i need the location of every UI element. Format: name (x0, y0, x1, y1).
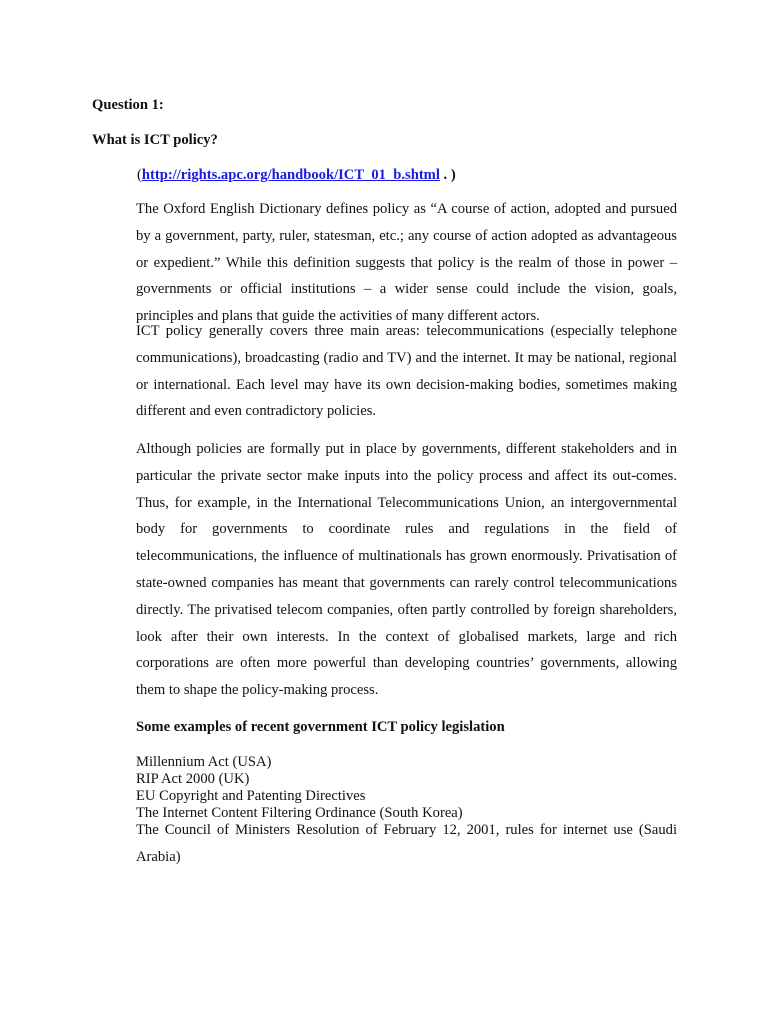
examples-heading: Some examples of recent government ICT policy legislation (136, 719, 505, 735)
list-item: The Council of Ministers Resolution of February 12, 2001, rules for internet use (Saudi Arabia) (136, 822, 677, 865)
list-item: RIP Act 2000 (UK) (136, 771, 250, 787)
paragraph-definition: The Oxford English Dictionary defines policy as “A course of action, adopted and pursued by a government, party, ruler, statesman, etc.; any course of action adopted as advantageous or expedient.” While this definition suggests that policy is the realm of those in power – governments or official institutions – a wider sense could include the vision, goals, principles and plans that guide the activities of many different actors. (136, 201, 677, 325)
list-item: The Internet Content Filtering Ordinance (South Korea) (136, 805, 463, 821)
reference-line (137, 166, 456, 184)
question-title: What is ICT policy? (92, 132, 218, 148)
reference-close: . ) (439, 167, 456, 183)
examples-list (136, 754, 677, 871)
question-label: Question 1: (92, 97, 164, 113)
paragraph-ict-areas: ICT policy generally covers three main areas: telecommunications (especially telephone communications), broadcasting (radio and TV) and the internet. It may be national, regional or international. Each level may have its own decision-making bodies, sometimes making different and even contradictory policies. (136, 323, 677, 420)
reference-open-paren: ( (137, 167, 142, 183)
paragraph-stakeholders: Although policies are formally put in place by governments, different stakeholders and in particular the private sector make inputs into the policy process and affect its out-comes. Thus, for example, in the International Telecommunications Union, an intergovernmental body for governments to coordinate rules and regulations in the field of telecommunications, the influence of multinationals has grown enormously. Privatisation of state-owned companies has meant that governments can rarely control telecommunications directly. The privatised telecom companies, often partly controlled by foreign shareholders, look after their own interests. In the context of globalised markets, large and rich corporations are often more powerful than developing countries’ governments, allowing them to shape the policy-making process. (136, 441, 677, 699)
list-item: Millennium Act (USA) (136, 754, 272, 770)
list-item: EU Copyright and Patenting Directives (136, 788, 366, 804)
reference-link[interactable]: http://rights.apc.org/handbook/ICT_01_b.shtml (141, 167, 440, 183)
